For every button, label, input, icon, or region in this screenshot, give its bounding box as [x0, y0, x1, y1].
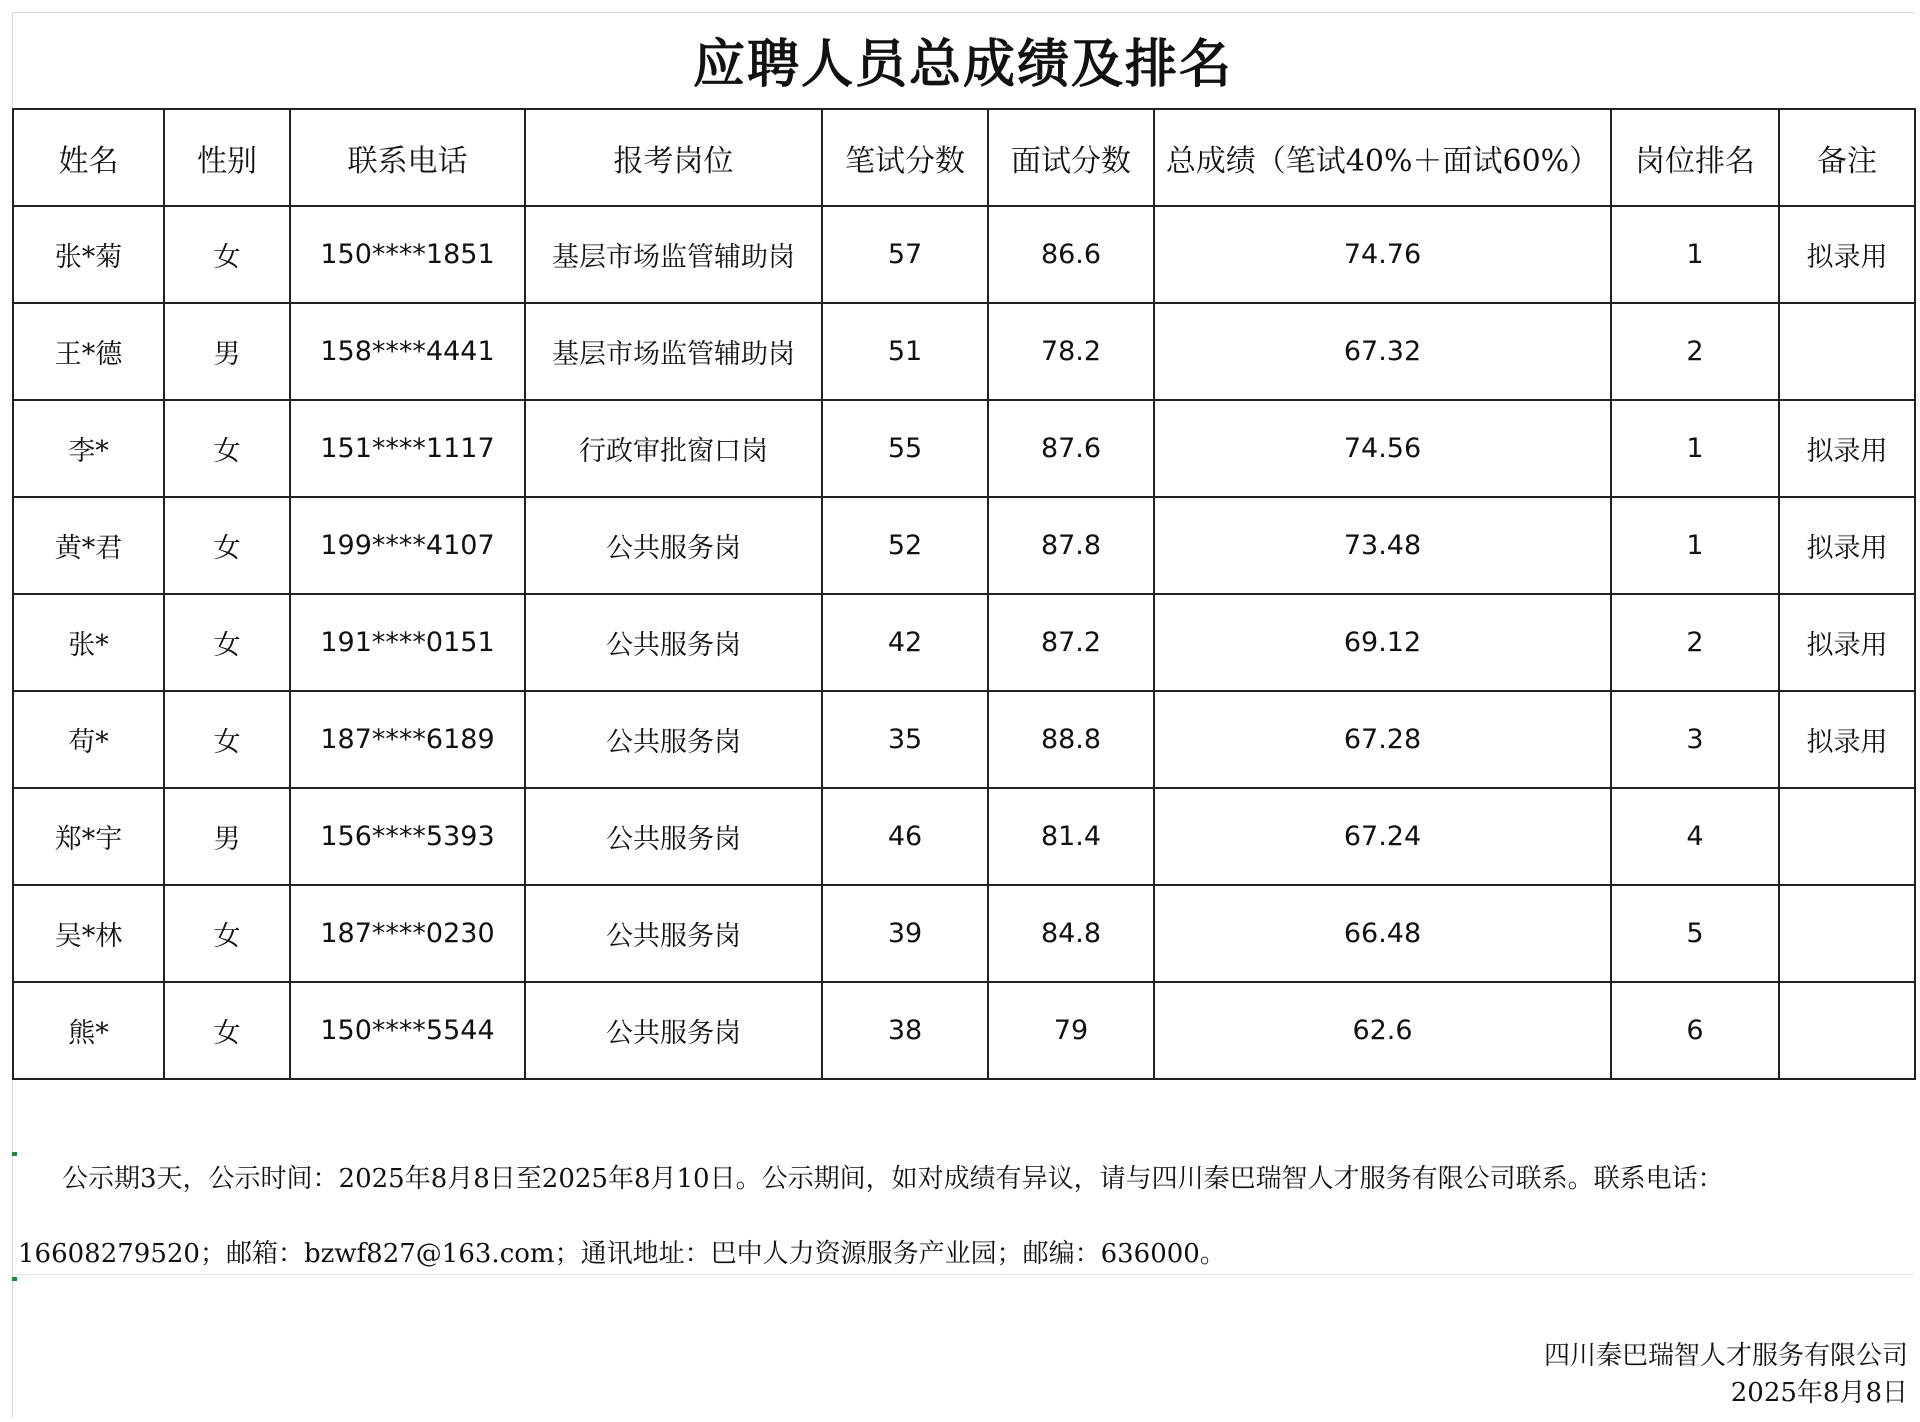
cell-total-score: 69.12: [1154, 594, 1611, 691]
cell-total-score: 73.48: [1154, 497, 1611, 594]
cell-note: [1779, 982, 1915, 1079]
cell-total-score: 74.76: [1154, 206, 1611, 303]
cell-phone: 150****5544: [290, 982, 525, 1079]
table-row: [13, 885, 1915, 982]
cell-phone: 158****4441: [290, 303, 525, 400]
results-table: [12, 108, 1916, 1080]
cell-interview-score: 78.2: [988, 303, 1154, 400]
cell-name: 张*: [13, 594, 164, 691]
cell-interview-score: 87.6: [988, 400, 1154, 497]
cell-gender: 男: [164, 788, 290, 885]
cell-position: 公共服务岗: [525, 497, 822, 594]
table-row: [13, 497, 1915, 594]
cell-written-score: 35: [822, 691, 988, 788]
cell-note: [1779, 303, 1915, 400]
cell-written-score: 51: [822, 303, 988, 400]
cell-phone: 150****1851: [290, 206, 525, 303]
cell-rank: 2: [1611, 303, 1779, 400]
cell-comment-marker: [12, 1277, 17, 1281]
cell-gender: 女: [164, 594, 290, 691]
cell-interview-score: 88.8: [988, 691, 1154, 788]
cell-interview-score: 87.2: [988, 594, 1154, 691]
cell-gender: 女: [164, 691, 290, 788]
header-row: [13, 109, 1915, 206]
cell-position: 行政审批窗口岗: [525, 400, 822, 497]
cell-rank: 3: [1611, 691, 1779, 788]
cell-position: 公共服务岗: [525, 885, 822, 982]
cell-gender: 女: [164, 206, 290, 303]
cell-rank: 1: [1611, 400, 1779, 497]
cell-note: 拟录用: [1779, 691, 1915, 788]
header-gender: 性别: [164, 109, 290, 206]
cell-gender: 女: [164, 982, 290, 1079]
header-phone: 联系电话: [290, 109, 525, 206]
cell-position: 公共服务岗: [525, 982, 822, 1079]
cell-name: 黄*君: [13, 497, 164, 594]
cell-written-score: 42: [822, 594, 988, 691]
cell-rank: 4: [1611, 788, 1779, 885]
cell-name: 吴*林: [13, 885, 164, 982]
cell-total-score: 67.32: [1154, 303, 1611, 400]
table-row: [13, 400, 1915, 497]
cell-written-score: 38: [822, 982, 988, 1079]
header-rank: 岗位排名: [1611, 109, 1779, 206]
cell-rank: 5: [1611, 885, 1779, 982]
table-row: [13, 303, 1915, 400]
cell-total-score: 74.56: [1154, 400, 1611, 497]
table-row: [13, 206, 1915, 303]
cell-comment-marker: [12, 1152, 17, 1156]
cell-phone: 199****4107: [290, 497, 525, 594]
cell-name: 熊*: [13, 982, 164, 1079]
cell-note: [1779, 788, 1915, 885]
cell-rank: 1: [1611, 206, 1779, 303]
cell-rank: 1: [1611, 497, 1779, 594]
header-position: 报考岗位: [525, 109, 822, 206]
cell-interview-score: 79: [988, 982, 1154, 1079]
cell-interview-score: 84.8: [988, 885, 1154, 982]
cell-interview-score: 86.6: [988, 206, 1154, 303]
header-note: 备注: [1779, 109, 1915, 206]
cell-written-score: 46: [822, 788, 988, 885]
cell-gender: 女: [164, 885, 290, 982]
cell-phone: 187****0230: [290, 885, 525, 982]
cell-rank: 6: [1611, 982, 1779, 1079]
cell-gender: 女: [164, 400, 290, 497]
cell-position: 公共服务岗: [525, 691, 822, 788]
cell-rank: 2: [1611, 594, 1779, 691]
cell-phone: 191****0151: [290, 594, 525, 691]
divider: [12, 1274, 1914, 1275]
cell-gender: 男: [164, 303, 290, 400]
cell-note: 拟录用: [1779, 400, 1915, 497]
cell-gender: 女: [164, 497, 290, 594]
cell-interview-score: 87.8: [988, 497, 1154, 594]
cell-written-score: 57: [822, 206, 988, 303]
cell-position: 基层市场监管辅助岗: [525, 303, 822, 400]
cell-written-score: 52: [822, 497, 988, 594]
cell-phone: 151****1117: [290, 400, 525, 497]
cell-note: [1779, 885, 1915, 982]
notice-line-1: 公示期3天，公示时间：2025年8月8日至2025年8月10日。公示期间，如对成绩有异议，请与四川秦巴瑞智人才服务有限公司联系。联系电话：: [62, 1164, 1724, 1194]
issue-date: 2025年8月8日: [1730, 1378, 1908, 1408]
cell-position: 公共服务岗: [525, 594, 822, 691]
table-row: [13, 788, 1915, 885]
cell-name: 李*: [13, 400, 164, 497]
header-name: 姓名: [13, 109, 164, 206]
cell-name: 郑*宇: [13, 788, 164, 885]
header-total-score: 总成绩（笔试40%＋面试60%）: [1154, 109, 1611, 206]
cell-total-score: 67.24: [1154, 788, 1611, 885]
cell-total-score: 62.6: [1154, 982, 1611, 1079]
cell-interview-score: 81.4: [988, 788, 1154, 885]
cell-note: 拟录用: [1779, 497, 1915, 594]
cell-total-score: 67.28: [1154, 691, 1611, 788]
issuer-organization: 四川秦巴瑞智人才服务有限公司: [1543, 1341, 1908, 1371]
cell-name: 张*菊: [13, 206, 164, 303]
cell-name: 苟*: [13, 691, 164, 788]
cell-name: 王*德: [13, 303, 164, 400]
table-row: [13, 691, 1915, 788]
cell-written-score: 55: [822, 400, 988, 497]
header-written-score: 笔试分数: [822, 109, 988, 206]
cell-total-score: 66.48: [1154, 885, 1611, 982]
cell-phone: 156****5393: [290, 788, 525, 885]
cell-written-score: 39: [822, 885, 988, 982]
table-row: [13, 594, 1915, 691]
cell-position: 公共服务岗: [525, 788, 822, 885]
table-row: [13, 982, 1915, 1079]
cell-note: 拟录用: [1779, 594, 1915, 691]
header-interview-score: 面试分数: [988, 109, 1154, 206]
notice-line-2: 16608279520；邮箱：bzwf827@163.com；通讯地址：巴中人力资源服务产业园；邮编：636000。: [18, 1239, 1226, 1269]
page-title: 应聘人员总成绩及排名: [692, 34, 1233, 95]
cell-note: 拟录用: [1779, 206, 1915, 303]
cell-position: 基层市场监管辅助岗: [525, 206, 822, 303]
cell-phone: 187****6189: [290, 691, 525, 788]
